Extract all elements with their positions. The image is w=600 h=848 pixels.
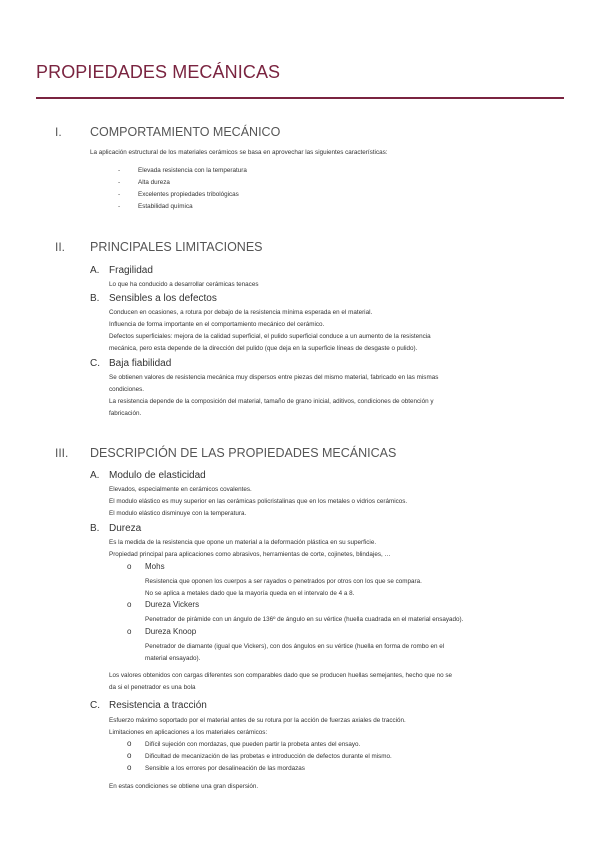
- subsection-title: Resistencia a tracción: [109, 700, 207, 711]
- paragraph-line: Elevados, especialmente en cerámicos covalentes.: [109, 486, 252, 493]
- section-1-intro: La aplicación estructural de los materiales cerámicos se basa en aprovechar las siguientes características:: [90, 149, 388, 156]
- paragraph-line: Propiedad principal para aplicaciones como abrasivos, herramientas de corte, cojinetes, blindajes, …: [109, 551, 391, 558]
- subsection-letter: C.: [90, 700, 100, 711]
- dash-bullet: -: [118, 203, 121, 210]
- circle-bullet: o: [127, 751, 132, 760]
- paragraph-line: Se obtienen valores de resistencia mecánica muy dispersos entre piezas del mismo material, fabricado en las mismas: [109, 374, 439, 381]
- paragraph-line: Limitaciones en aplicaciones a los materiales cerámicos:: [109, 729, 268, 736]
- paragraph-line: fabricación.: [109, 410, 142, 417]
- section-3-title: DESCRIPCIÓN DE LAS PROPIEDADES MECÁNICAS: [90, 446, 397, 460]
- subsection-letter: A.: [90, 265, 100, 276]
- subsection-title: Baja fiabilidad: [109, 358, 172, 369]
- list-item-title: Dureza Vickers: [145, 600, 200, 609]
- list-item-title: Dureza Knoop: [145, 627, 197, 636]
- list-item: Dificultad de mecanización de las probetas e introducción de defectos durante el mismo.: [145, 753, 392, 760]
- section-1-title: COMPORTAMIENTO MECÁNICO: [90, 125, 281, 139]
- paragraph-line: Penetrador de pirámide con un ángulo de 136º de ángulo en su vértice (huella cuadrada en el material ensayado).: [145, 616, 464, 623]
- list-item: Alta dureza: [138, 179, 170, 186]
- paragraph-line: Influencia de forma importante en el comportamiento mecánico del cerámico.: [109, 321, 325, 328]
- subsection-title: Fragilidad: [109, 265, 153, 276]
- paragraph-line: No se aplica a metales dado que la mayoría queda en el intervalo de 4 a 8.: [145, 590, 355, 597]
- section-1-number: I.: [55, 125, 62, 139]
- subsection-title: Dureza: [109, 523, 142, 534]
- subsection-letter: B.: [90, 523, 100, 534]
- circle-bullet: o: [127, 763, 132, 772]
- paragraph-line: El modulo elástico es muy superior en las cerámicas policristalinas que en los metales o vidrios cerámicos.: [109, 498, 408, 505]
- section-3-number: III.: [55, 446, 69, 460]
- subsection-letter: C.: [90, 358, 100, 369]
- paragraph-line: El modulo elástico disminuye con la temperatura.: [109, 510, 247, 517]
- subsection-letter: A.: [90, 470, 100, 481]
- dash-bullet: -: [118, 191, 121, 198]
- list-item: Elevada resistencia con la temperatura: [138, 167, 247, 174]
- subsection-title: Sensibles a los defectos: [109, 293, 217, 304]
- title-divider: [36, 97, 564, 99]
- subsection-title: Modulo de elasticidad: [109, 470, 206, 481]
- paragraph-line: material ensayado).: [145, 655, 201, 662]
- paragraph-line: Defectos superficiales: mejora de la calidad superficial, el pulido superficial conduce a un aumento de la resistencia: [109, 333, 431, 340]
- subsection-letter: B.: [90, 293, 100, 304]
- paragraph-line: Los valores obtenidos con cargas diferentes son comparables dado que se producen huellas semejantes, hecho que no se: [109, 672, 453, 679]
- circle-bullet: o: [127, 562, 132, 571]
- paragraph-line: En estas condiciones se obtiene una gran dispersión.: [109, 783, 259, 790]
- list-item: Sensible a los errores por desalineación de las mordazas: [145, 765, 305, 772]
- section-2-title: PRINCIPALES LIMITACIONES: [90, 240, 263, 254]
- circle-bullet: o: [127, 627, 132, 636]
- circle-bullet: o: [127, 739, 132, 748]
- list-item: Excelentes propiedades tribológicas: [138, 191, 239, 198]
- list-item: Difícil sujeción con mordazas, que pueden partir la probeta antes del ensayo.: [145, 741, 361, 748]
- paragraph-line: Conducen en ocasiones, a rotura por debajo de la resistencia mínima esperada en el material.: [109, 309, 373, 316]
- section-2-number: II.: [55, 240, 66, 254]
- paragraph-line: La resistencia depende de la composición del material, tamaño de grano inicial, aditivos, condiciones de obtención y: [109, 398, 434, 405]
- paragraph-line: mecánica, pero esta depende de la dirección del pulido (que deja en la superficie líneas de desgaste o pulido).: [109, 345, 418, 352]
- list-item: Estabilidad química: [138, 203, 193, 210]
- circle-bullet: o: [127, 600, 132, 609]
- paragraph-line: condiciones.: [109, 386, 145, 393]
- paragraph-line: Lo que ha conducido a desarrollar cerámicas tenaces: [109, 281, 259, 288]
- dash-bullet: -: [118, 167, 121, 174]
- paragraph-line: Esfuerzo máximo soportado por el material antes de su rotura por la acción de fuerzas axiales de tracción.: [109, 717, 406, 724]
- list-item-title: Mohs: [145, 562, 165, 571]
- paragraph-line: Penetrador de diamante (igual que Vickers), con dos ángulos en su vértice (huella en forma de rombo en el: [145, 643, 445, 650]
- dash-bullet: -: [118, 179, 121, 186]
- paragraph-line: da si el penetrador es una bola: [109, 684, 196, 691]
- page-title: PROPIEDADES MECÁNICAS: [36, 62, 281, 82]
- paragraph-line: Resistencia que oponen los cuerpos a ser rayados o penetrados por otros con los que se compara.: [145, 578, 422, 585]
- paragraph-line: Es la medida de la resistencia que opone un material a la deformación plástica en su superficie.: [109, 539, 377, 546]
